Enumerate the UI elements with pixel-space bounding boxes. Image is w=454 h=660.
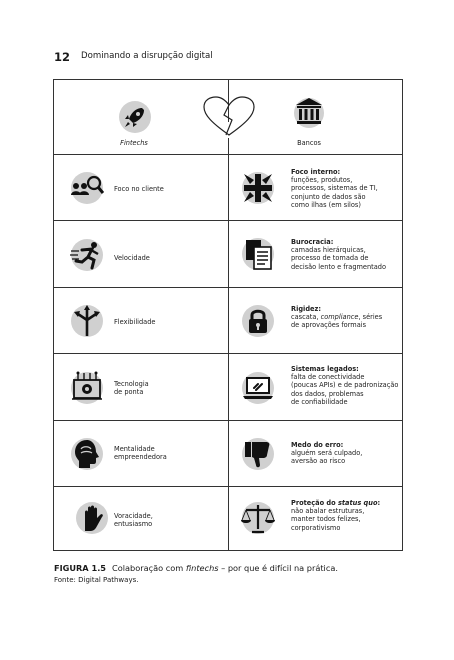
rocket-icon xyxy=(118,100,152,134)
figure-source: Fonte: Digital Pathways. xyxy=(54,576,139,584)
figure-label: FIGURA 1.5 xyxy=(54,563,107,573)
padlock-icon xyxy=(241,304,275,338)
right-text xyxy=(291,499,380,532)
table-row xyxy=(54,354,402,421)
right-body: não abalar estruturas, manter todos felizes, corporativismo xyxy=(291,507,365,532)
right-text xyxy=(291,238,386,271)
left-label: Foco no cliente xyxy=(114,185,164,193)
right-title: Foco interno: xyxy=(291,168,341,176)
right-body: falta de conectividade (poucas APIs) e de padronização dos dados, problemas de confiabilidade xyxy=(291,373,399,406)
right-title: Sistemas legados: xyxy=(291,365,359,373)
right-title-pre: Proteção do xyxy=(291,499,338,507)
laptop-chain-icon xyxy=(241,371,275,405)
figure-header-row xyxy=(54,80,402,155)
right-body-post: , séries de aprovações formais xyxy=(291,313,383,330)
page-header xyxy=(54,50,414,66)
table-row xyxy=(54,487,402,551)
left-label: Tecnologia de ponta xyxy=(114,380,149,397)
right-body: camadas hierárquicas, processo de tomada de decisão lento e fragmentado xyxy=(291,246,387,271)
table-row xyxy=(54,221,402,288)
fintechs-label: Fintechs xyxy=(120,139,148,147)
right-title: Rigidez: xyxy=(291,305,321,313)
scales-icon xyxy=(241,501,275,535)
caption-text-pre: Colaboração com xyxy=(112,563,186,573)
right-body: funções, produtos, processos, sistemas de TI, conjunto de dados são como ilhas (em silos) xyxy=(291,176,378,209)
brain-head-icon xyxy=(70,437,104,471)
right-body-italic: compliance xyxy=(320,313,359,322)
table-row xyxy=(54,421,402,487)
figure-caption xyxy=(54,563,338,573)
caption-text-post: – por que é difícil na prática. xyxy=(218,563,338,573)
table-row xyxy=(54,288,402,354)
table-row xyxy=(54,155,402,221)
documents-icon xyxy=(241,237,275,271)
right-title-italic: status quo xyxy=(337,499,378,507)
right-text xyxy=(291,365,398,406)
right-text xyxy=(291,168,378,209)
broken-heart-icon xyxy=(202,95,256,139)
raised-hand-icon xyxy=(75,501,109,535)
right-text xyxy=(291,305,382,330)
left-label: Flexibilidade xyxy=(114,318,156,326)
inward-arrows-icon xyxy=(241,171,275,205)
right-body-pre: cascata, xyxy=(291,313,321,322)
right-body: alguém será culpado, aversão ao risco xyxy=(291,449,363,466)
right-title: Medo do erro: xyxy=(291,441,344,449)
running-person-icon xyxy=(70,238,104,272)
bank-building-icon xyxy=(292,94,326,128)
caption-text-italic: fintechs xyxy=(185,563,219,573)
running-title: Dominando a disrupção digital xyxy=(81,51,213,61)
figure-table xyxy=(53,79,403,551)
left-label: Voracidade, entusiasmo xyxy=(114,512,153,529)
right-text xyxy=(291,441,362,466)
circuit-gear-icon xyxy=(70,371,104,405)
people-search-icon xyxy=(70,171,104,205)
right-title: Burocracia: xyxy=(291,238,334,246)
split-arrows-icon xyxy=(70,304,104,338)
left-label: Mentalidade empreendedora xyxy=(114,445,167,462)
page-number: 12 xyxy=(54,50,71,64)
right-title-post: : xyxy=(377,499,381,507)
left-label: Velocidade xyxy=(114,254,150,262)
bancos-label: Bancos xyxy=(297,139,321,147)
thumbs-down-icon xyxy=(241,437,275,471)
